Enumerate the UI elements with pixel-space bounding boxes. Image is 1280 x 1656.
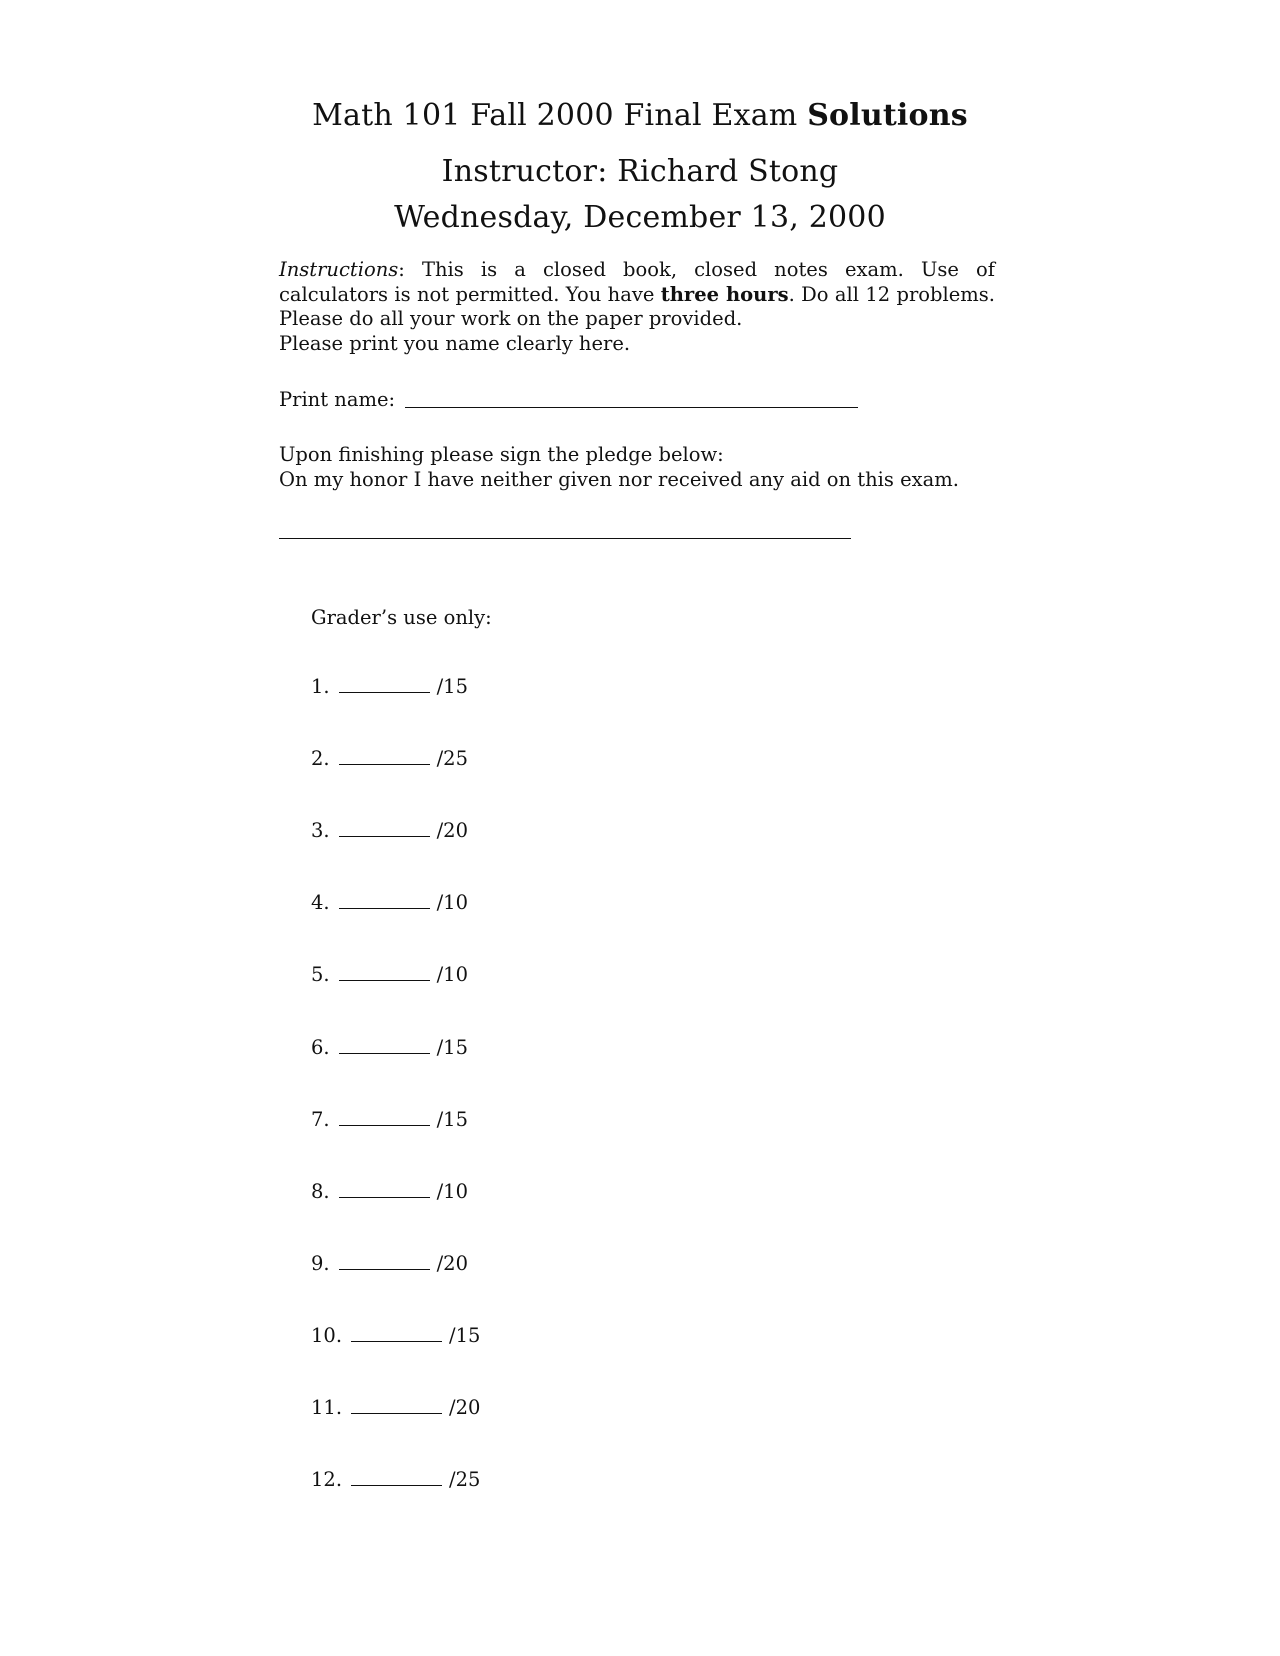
grade-row-max: /25 (436, 747, 468, 770)
grade-row-number: 5. (311, 963, 330, 986)
grade-score-field[interactable] (351, 1484, 442, 1486)
grade-row-number: 11. (311, 1396, 343, 1419)
grade-score-field[interactable] (339, 1052, 430, 1054)
grade-row (311, 963, 468, 986)
print-name-row (279, 388, 858, 411)
instructions-text-2: . Do all 12 problems. Please do all your work on the paper provided. (279, 282, 995, 330)
grade-score-field[interactable] (339, 835, 430, 837)
exam-date: Wednesday, December 13, 2000 (394, 200, 886, 235)
instructor-line: Instructor: Richard Stong (441, 154, 839, 189)
print-request: Please print you name clearly here. (279, 331, 631, 355)
instructions-bold-text: three hours (660, 282, 789, 306)
grade-row-number: 8. (311, 1180, 330, 1203)
grade-row (311, 1252, 468, 1275)
grade-score-field[interactable] (339, 1196, 430, 1198)
grade-row-number: 3. (311, 819, 330, 842)
grade-row (311, 1036, 468, 1059)
grade-row (311, 819, 468, 842)
grade-row-max: /10 (436, 963, 468, 986)
grade-row-max: /10 (436, 891, 468, 914)
grade-score-field[interactable] (351, 1340, 442, 1342)
grade-score-field[interactable] (339, 1124, 430, 1126)
grade-row-number: 1. (311, 675, 330, 698)
grade-row-max: /15 (436, 1108, 468, 1131)
grade-score-field[interactable] (351, 1412, 442, 1414)
grade-row-number: 4. (311, 891, 330, 914)
grade-row-max: /15 (436, 675, 468, 698)
grade-row (311, 1396, 480, 1419)
grade-score-field[interactable] (339, 979, 430, 981)
print-name-label: Print name: (279, 388, 396, 411)
grade-row-max: /20 (436, 819, 468, 842)
grade-score-field[interactable] (339, 1268, 430, 1270)
instructions-text-1: : This is a closed book, closed notes exam. Use of calculators is not permitted. You have (279, 258, 995, 306)
grade-row (311, 675, 468, 698)
grade-row (311, 1324, 480, 1347)
grade-row-number: 10. (311, 1324, 343, 1347)
instructions-label: Instructions (279, 258, 399, 281)
grade-row-max: /20 (449, 1396, 481, 1419)
grade-row-max: /15 (436, 1036, 468, 1059)
instructions-block (279, 258, 995, 356)
grade-row-max: /25 (449, 1468, 481, 1491)
grade-row-number: 9. (311, 1252, 330, 1275)
pledge-line-1: Upon finishing please sign the pledge below: (279, 443, 724, 466)
grade-row-max: /10 (436, 1180, 468, 1203)
grader-heading: Grader’s use only: (311, 606, 492, 629)
page-title (0, 98, 1280, 133)
grade-score-field[interactable] (339, 763, 430, 765)
grade-row-number: 7. (311, 1108, 330, 1131)
grade-row (311, 1468, 480, 1491)
grade-row-number: 6. (311, 1036, 330, 1059)
print-name-field[interactable] (405, 406, 858, 408)
pledge-block (279, 443, 959, 492)
grade-row (311, 891, 468, 914)
grade-score-field[interactable] (339, 691, 430, 693)
grade-score-field[interactable] (339, 907, 430, 909)
instructions-paragraph (279, 258, 995, 332)
grade-row (311, 1108, 468, 1131)
grade-row (311, 747, 468, 770)
grade-row-number: 12. (311, 1468, 343, 1491)
pledge-line-2: On my honor I have neither given nor received any aid on this exam. (279, 467, 959, 491)
grade-row-number: 2. (311, 747, 330, 770)
grade-row (311, 1180, 468, 1203)
grade-row-max: /15 (449, 1324, 481, 1347)
grade-row-max: /20 (436, 1252, 468, 1275)
title-bold-text: Solutions (807, 98, 968, 133)
signature-field[interactable] (279, 538, 851, 539)
title-text: Math 101 Fall 2000 Final Exam (312, 98, 798, 133)
